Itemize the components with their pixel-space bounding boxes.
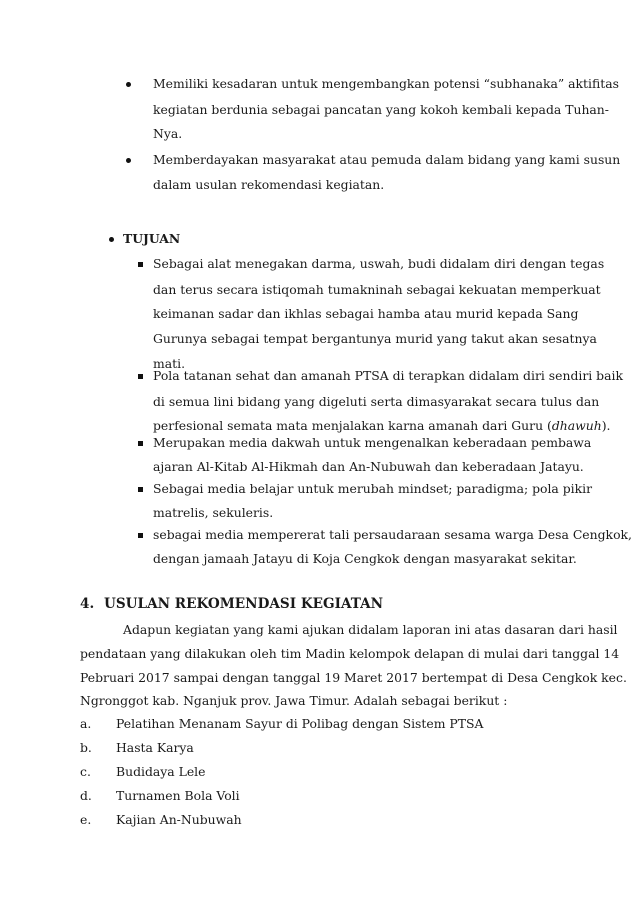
section-title: USULAN REKOMENDASI KEGIATAN <box>104 596 384 612</box>
list-item-marker: c. <box>80 764 91 779</box>
italic-word: dhawuh <box>551 418 602 433</box>
tujuan-item-4-line-1: Sebagai media belajar untuk merubah mindset; paradigma; pola pikir <box>153 481 593 496</box>
tujuan-item-1-line-3: keimanan sadar dan ikhlas sebagai hamba atau murid kepada Sang <box>153 306 579 321</box>
intro-bullet-2-line-2: dalam usulan rekomendasi kegiatan. <box>153 177 385 192</box>
tujuan-item-1-line-5: mati. <box>153 356 186 371</box>
paragraph-line-2: pendataan yang dilakukan oleh tim Madin kelompok delapan di mulai dari tanggal 14 <box>80 646 620 661</box>
bullet-dot <box>126 82 131 87</box>
tujuan-item-4-line-2: matrelis, sekuleris. <box>153 505 274 520</box>
tujuan-item-2-line-3-text: perfesional semata mata menjalakan karna amanah dari Guru ( <box>153 418 552 433</box>
tujuan-item-2-line-3 <box>153 418 610 434</box>
bullet-dot <box>109 237 114 242</box>
tujuan-item-1-line-4: Gurunya sebagai tempat bergantunya murid yang takut akan sesatnya <box>153 331 597 346</box>
intro-bullet-1-line-2: kegiatan berdunia sebagai pancatan yang kokoh kembali kepada Tuhan- <box>153 102 609 117</box>
intro-bullet-1-line-1: Memiliki kesadaran untuk mengembangkan potensi “subhanaka” aktifitas <box>153 76 619 91</box>
square-bullet <box>138 374 143 379</box>
square-bullet <box>138 262 143 267</box>
tujuan-label: TUJUAN <box>123 231 181 246</box>
list-item: Turnamen Bola Voli <box>116 788 240 803</box>
square-bullet <box>138 487 143 492</box>
tujuan-item-1-line-2: dan terus secara istiqomah tumakninah sebagai kekuatan memperkuat <box>153 282 601 297</box>
tujuan-item-3-line-2: ajaran Al-Kitab Al-Hikmah dan An-Nubuwah dan keberadaan Jatayu. <box>153 459 584 474</box>
list-item-marker: b. <box>80 740 92 755</box>
tujuan-item-3-line-1: Merupakan media dakwah untuk mengenalkan keberadaan pembawa <box>153 435 592 450</box>
intro-bullet-1-line-3: Nya. <box>153 126 183 141</box>
bullet-dot <box>126 158 131 163</box>
tujuan-item-2-tail: ). <box>601 418 611 433</box>
section-number: 4. <box>80 596 95 612</box>
tujuan-item-1-line-1: Sebagai alat menegakan darma, uswah, budi didalam diri dengan tegas <box>153 256 605 271</box>
list-item: Budidaya Lele <box>116 764 206 779</box>
tujuan-item-2-line-2: di semua lini bidang yang digeluti serta dimasyarakat secara tulus dan <box>153 394 600 409</box>
list-item: Hasta Karya <box>116 740 194 755</box>
paragraph-line-3: Pebruari 2017 sampai dengan tanggal 19 Maret 2017 bertempat di Desa Cengkok kec. <box>80 670 627 685</box>
tujuan-item-2-line-1: Pola tatanan sehat dan amanah PTSA di terapkan didalam diri sendiri baik <box>153 368 623 383</box>
paragraph-line-4: Ngronggot kab. Nganjuk prov. Jawa Timur. Adalah sebagai berikut : <box>80 693 508 708</box>
list-item-marker: e. <box>80 812 92 827</box>
list-item-marker: d. <box>80 788 92 803</box>
tujuan-item-5-line-1: sebagai media mempererat tali persaudaraan sesama warga Desa Cengkok, <box>153 527 632 542</box>
tujuan-item-5-line-2: dengan jamaah Jatayu di Koja Cengkok dengan masyarakat sekitar. <box>153 551 577 566</box>
square-bullet <box>138 533 143 538</box>
list-item: Kajian An-Nubuwah <box>116 812 242 827</box>
list-item: Pelatihan Menanam Sayur di Polibag dengan Sistem PTSA <box>116 716 484 731</box>
paragraph-line-1: Adapun kegiatan yang kami ajukan didalam laporan ini atas dasaran dari hasil <box>123 622 618 637</box>
intro-bullet-2-line-1: Memberdayakan masyarakat atau pemuda dalam bidang yang kami susun <box>153 152 621 167</box>
list-item-marker: a. <box>80 716 92 731</box>
square-bullet <box>138 441 143 446</box>
